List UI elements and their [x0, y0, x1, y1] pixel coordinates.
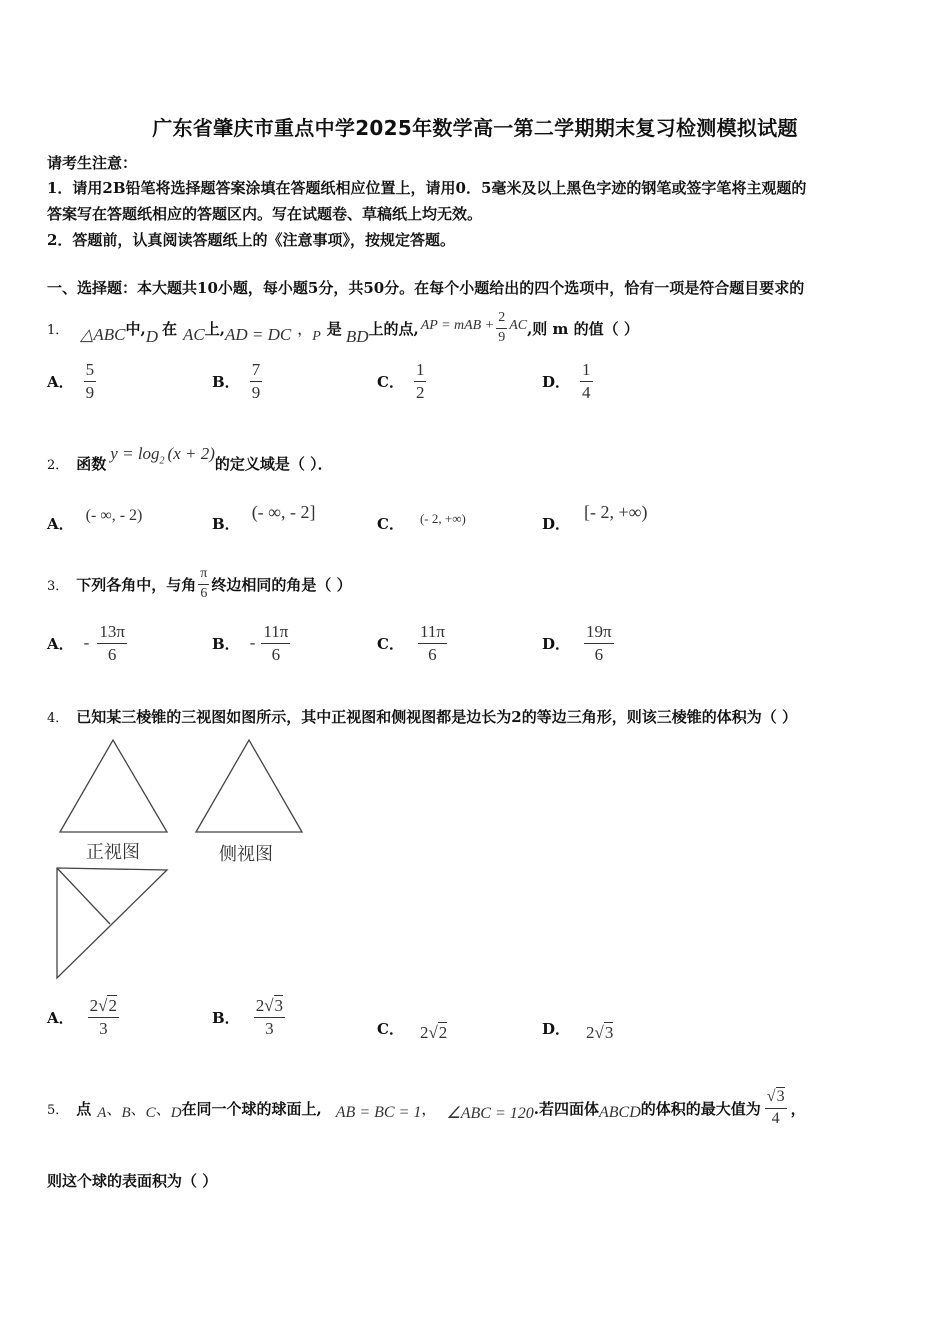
notice-line1: 1．请用2B铅笔将选择题答案涂填在答题纸相应位置上，请用0．5毫米及以上黑色字迹的钢笔或签字笔将主观题的	[47, 179, 807, 197]
notice-line1b: 答案写在答题纸相应的答题区内。写在试题卷、草稿纸上均无效。	[47, 205, 483, 223]
front-view-label: 正视图	[86, 842, 140, 863]
q1-frac-den: 9	[498, 329, 506, 345]
frac-den: 6	[428, 644, 437, 664]
q1-text: 上的点,	[368, 319, 419, 338]
option-label: B．	[212, 1008, 240, 1027]
q1-text: ，	[297, 319, 313, 338]
question-4	[47, 706, 797, 727]
frac-den: 6	[594, 644, 604, 664]
top-view-median	[57, 868, 110, 924]
radicand: 3	[776, 1088, 785, 1106]
q1-option-c[interactable]	[377, 360, 426, 402]
separator: ，	[790, 1099, 806, 1118]
frac-num: 5	[84, 360, 97, 382]
point-d: D	[170, 1104, 182, 1121]
q1-point-d: D	[145, 327, 158, 346]
q4-text: 已知某三棱锥的三视图如图所示，其中正视图和侧视图都是边长为2的等边三角形，则该三棱锥的体积为（ ）	[76, 708, 797, 726]
side-view-triangle	[196, 740, 302, 832]
q1-text: 是	[326, 319, 342, 338]
q1-text: 中,	[125, 319, 146, 338]
frac-num: 2√3	[254, 996, 285, 1018]
option-label: B．	[212, 634, 240, 653]
q1-text: 上,	[204, 319, 225, 338]
side-view-label: 侧视图	[219, 844, 273, 865]
q5-text: 点	[76, 1099, 92, 1118]
q3-frac-den: 6	[200, 585, 208, 601]
option-label: C．	[377, 634, 404, 653]
option-sign: -	[249, 633, 256, 653]
q5-line2: 则这个球的表面积为（ ）	[47, 1172, 218, 1190]
option-fraction	[88, 996, 119, 1038]
radicand: 2	[438, 1022, 448, 1042]
page-title: 广东省肇庆市重点中学2025年数学高一第二学期期末复习检测模拟试题	[152, 116, 798, 140]
q5-text: .若四面体	[533, 1099, 599, 1118]
q1-fraction	[496, 310, 507, 345]
separator: 、	[155, 1099, 171, 1118]
frac-num: 1	[580, 360, 593, 382]
frac-num: 7	[250, 360, 263, 382]
option-label: A．	[47, 1008, 74, 1027]
q3-text: 终边相同的角是（ ）	[211, 575, 352, 594]
option-label: C．	[377, 515, 404, 533]
q1-text: ,则 m 的值（ ）	[527, 319, 639, 338]
frac-den: 9	[251, 382, 261, 402]
q4-number: 4．	[47, 711, 69, 726]
q2-option-d[interactable]	[542, 502, 648, 533]
option-value: (- 2, +∞)	[419, 510, 466, 526]
option-fraction	[261, 622, 290, 664]
q5-angle: ∠ABC = 120	[446, 1105, 534, 1122]
q3-number: 3．	[47, 578, 69, 594]
front-view-triangle	[60, 740, 167, 832]
radicand: 2	[108, 996, 117, 1015]
q1-vector-eq: AP = mAB +	[420, 318, 495, 333]
q1-triangle: △ABC	[80, 325, 126, 344]
option-label: A．	[47, 372, 74, 391]
notice-heading: 请考生注意：	[47, 154, 138, 172]
option-label: C．	[377, 1020, 404, 1038]
q4-option-b[interactable]	[212, 996, 285, 1038]
option-value: 2√3	[586, 1022, 614, 1042]
q5-tetrahedron: ABCD	[598, 1104, 641, 1121]
q3-frac-num: π	[198, 566, 209, 584]
frac-num: √3	[765, 1088, 787, 1108]
option-label: A．	[47, 634, 74, 653]
frac-den: 4	[582, 382, 591, 402]
frac-den: 4	[771, 1109, 780, 1127]
q2-number: 2．	[47, 457, 69, 473]
q4-option-d[interactable]	[542, 1022, 613, 1043]
option-label: D．	[542, 372, 571, 391]
option-fraction	[580, 360, 593, 402]
point-a: A	[97, 1104, 107, 1121]
q1-frac-num: 2	[496, 310, 507, 328]
q2-option-a[interactable]	[47, 505, 143, 533]
frac-den: 3	[265, 1018, 274, 1038]
option-fraction	[84, 360, 97, 402]
radicand: 3	[274, 996, 284, 1015]
q5-text: 在同一个球的球面上,	[181, 1099, 322, 1118]
point-b: B	[121, 1104, 131, 1121]
q3-text: 下列各角中，与角	[76, 575, 197, 594]
q3-option-d[interactable]	[542, 622, 614, 664]
q4-option-c[interactable]	[377, 1022, 447, 1043]
option-sign: -	[83, 633, 90, 653]
option-label: B．	[212, 372, 240, 391]
q1-text: 在	[161, 319, 177, 338]
q3-option-c[interactable]	[377, 622, 447, 664]
q1-segment-ac: AC	[183, 325, 205, 344]
option-fraction	[584, 622, 614, 664]
q1-option-a[interactable]	[47, 360, 96, 402]
q3-option-a[interactable]	[47, 622, 127, 664]
frac-num: 13π	[97, 622, 127, 644]
frac-den: 6	[271, 644, 281, 664]
frac-num: 11π	[418, 622, 447, 644]
option-label: A．	[47, 515, 74, 533]
option-label: B．	[212, 515, 240, 533]
q5-text: 的体积的最大值为	[640, 1099, 761, 1118]
frac-den: 6	[107, 644, 117, 664]
coef: 2	[255, 996, 265, 1015]
q3-fraction	[198, 566, 209, 601]
option-label: D．	[542, 1020, 571, 1038]
frac-den: 9	[85, 382, 95, 402]
separator: 、	[130, 1099, 146, 1118]
option-fraction	[254, 996, 285, 1038]
q5-equation: AB = BC = 1	[335, 1104, 422, 1121]
frac-num: 2√2	[88, 996, 119, 1018]
q4-option-a[interactable]	[47, 996, 119, 1038]
q1-number: 1．	[47, 322, 69, 338]
coef: 2	[586, 1022, 595, 1042]
q1-segment-bd: BD	[345, 327, 369, 346]
option-value: (- ∞, - 2)	[85, 506, 143, 524]
question-1	[47, 306, 639, 350]
question-5	[47, 1083, 806, 1133]
radicand: 3	[604, 1022, 614, 1042]
option-value: (- ∞, - 2]	[251, 502, 316, 522]
question-2	[47, 443, 333, 483]
frac-num: 1	[414, 360, 427, 382]
option-label: D．	[542, 634, 571, 653]
q2-text: 函数	[76, 454, 107, 473]
point-c: C	[145, 1104, 156, 1121]
q1-point-p: P	[312, 329, 321, 344]
coef: 2	[419, 1022, 429, 1042]
frac-den: 2	[415, 382, 425, 402]
q3-option-b[interactable]	[212, 622, 290, 664]
q1-option-d[interactable]	[542, 360, 593, 402]
question-3	[47, 563, 352, 605]
q2-option-c[interactable]	[377, 508, 466, 533]
q1-vector-ac: AC	[509, 318, 528, 333]
q5-fraction	[765, 1088, 787, 1128]
q2-function	[110, 444, 215, 466]
notice-line2: 2．答题前，认真阅读答题纸上的《注意事项》，按规定答题。	[47, 231, 455, 249]
option-fraction	[97, 622, 127, 664]
frac-num: 11π	[261, 622, 290, 644]
option-fraction	[418, 622, 447, 664]
q2-log: y = log	[110, 443, 160, 463]
q2-log-base: 2	[159, 455, 165, 467]
separator: 、	[106, 1099, 122, 1118]
q1-equation: AD = DC	[224, 325, 292, 344]
q2-arg: (x + 2)	[167, 443, 215, 463]
frac-den: 3	[99, 1018, 108, 1038]
coef: 2	[89, 996, 99, 1015]
section-heading: 一、选择题：本大题共10小题，每小题5分，共50分。在每个小题给出的四个选项中，恰有一项是符合题目要求的	[47, 279, 805, 297]
q2-text: 的定义域是（ ）．	[214, 454, 333, 473]
option-value: 2√2	[419, 1022, 448, 1042]
q2-option-b[interactable]	[212, 502, 316, 533]
option-label: D．	[542, 515, 571, 533]
q1-option-b[interactable]	[212, 360, 262, 402]
frac-num: 19π	[584, 622, 614, 644]
option-value: [- 2, +∞)	[584, 502, 648, 522]
option-fraction	[250, 360, 263, 402]
q5-number: 5．	[47, 1102, 69, 1118]
separator: ，	[421, 1099, 437, 1118]
option-fraction	[414, 360, 427, 402]
option-label: C．	[377, 372, 404, 391]
